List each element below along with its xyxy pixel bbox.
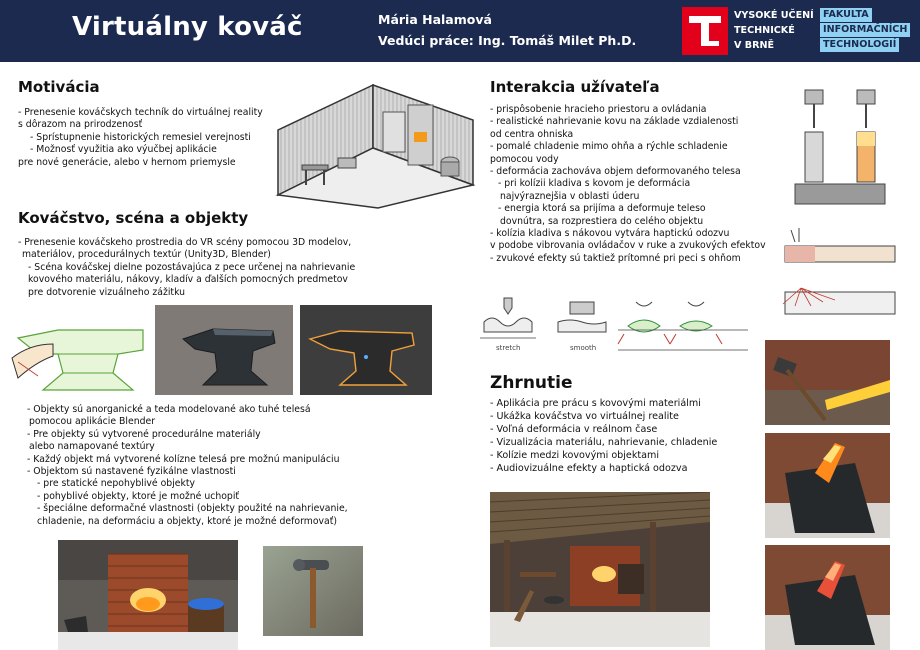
university-logo [682,7,910,55]
hammer-hot-metal-render-2 [765,433,890,538]
smooth-label: smooth [570,344,597,352]
motivacia-text: - Prenesenie kováčskych techník do virtuálnej reality s dôrazom na prirodzenosť - Sprístupnenie historických remesiel verejnosti - Možnosť využitia ako výučbej aplikácie pre nové generácie, alebo v hernom priemysle [18,107,263,168]
workshop-scene-render [490,492,710,647]
anvil-render [155,305,293,395]
vut-t-logo-icon [682,7,728,55]
interakcia-heading: Interakcia užívateľa [490,78,660,96]
stretch-label: stretch [496,344,521,352]
anvil-wireframe-sketch [8,318,148,398]
workshop-room-render [268,70,478,210]
kovacstvo-heading: Kováčstvo, scéna a objekty [18,209,249,227]
poster-title: Virtuálny kováč [72,12,303,42]
hammer-hot-metal-render-1 [765,340,890,425]
deformation-sketches [478,292,753,362]
logo-university-name: VYSOKÉ UČENÍ TECHNICKÉ V BRNĚ [734,10,814,51]
interakcia-text: - prispôsobenie hracieho priestoru a ovládania - realistické nahrievanie kovu na základe vzdialenosti od centra ohniska - pomalé chladenie mimo ohňa a rýchle schladenie pomocou vody - deformácia zachováva objem deformovaného telesa - pri kolízii kladiva s kovom je deformácia najvýraznejšia v oblasti úderu - energia ktorá sa prijíma a deformuje teleso dovnútra, sa rozprestiera do celého objektu - kolízia kladiva s nákovou vytvára haptickú odozvu v podobe vibrovania ovládačov v ruke a zvukových efektov - zvukové efekty sú taktiež prítomné pri peci s ohňom [490,104,766,264]
supervisor: Vedúci práce: Ing. Tomáš Milet Ph.D. [378,33,637,48]
zhrnutie-text: - Aplikácia pre prácu s kovovými materiálmi - Ukážka kováčstva vo virtuálnej realite - Voľná deformácia v reálnom čase - Vizualizácia materiálu, nahrievanie, chladenie - Kolízie medzi kovovými objektami - Audiovizuálne efekty a haptická odozva [490,398,718,474]
forge-render [58,540,238,650]
anvil-blender-render [300,305,432,395]
hammer-hot-metal-render-3 [765,545,890,650]
zhrnutie-heading: Zhrnutie [490,373,573,393]
logo-faculty-name: FAKULTA INFORMAČNÍCH TECHNOLOGIÍ [820,8,910,53]
objekty-text: - Objekty sú anorganické a teda modelované ako tuhé telesá pomocou aplikácie Blender - Pre objekty sú vytvorené procedurálne materiály alebo namapované textúry - Každý objekt má vytvorené kolízne telesá pre možnú manipuláciu - Objektom sú nastavené fyzikálne vlastnosti - pre statické nepohyblivé objekty - pohyblivé objekty, ktoré je možné uchopiť - špeciálne deformačné vlastnosti (objekty použité na nahrievanie, chladenie, na deformáciu a objekty, ktoré je možné deformovať) [27,404,348,527]
hammer-render [263,546,363,636]
kovacstvo-text: - Prenesenie kováčskeho prostredia do VR scény pomocou 3D modelov, materiálov, procedurálnych textúr (Unity3D, Blender) - Scéna kováčskej dielne pozostávajúca z pece určenej na nahrievanie kovového materiálu, nákovy, kladív a ďalších pomocných predmetov pre dotvorenie vizuálneho zážitku [18,237,356,298]
poster-header [0,0,920,62]
author-name: Mária Halamová [378,12,492,27]
motivacia-heading: Motivácia [18,78,100,96]
hammer-impact-sketches [765,80,915,330]
